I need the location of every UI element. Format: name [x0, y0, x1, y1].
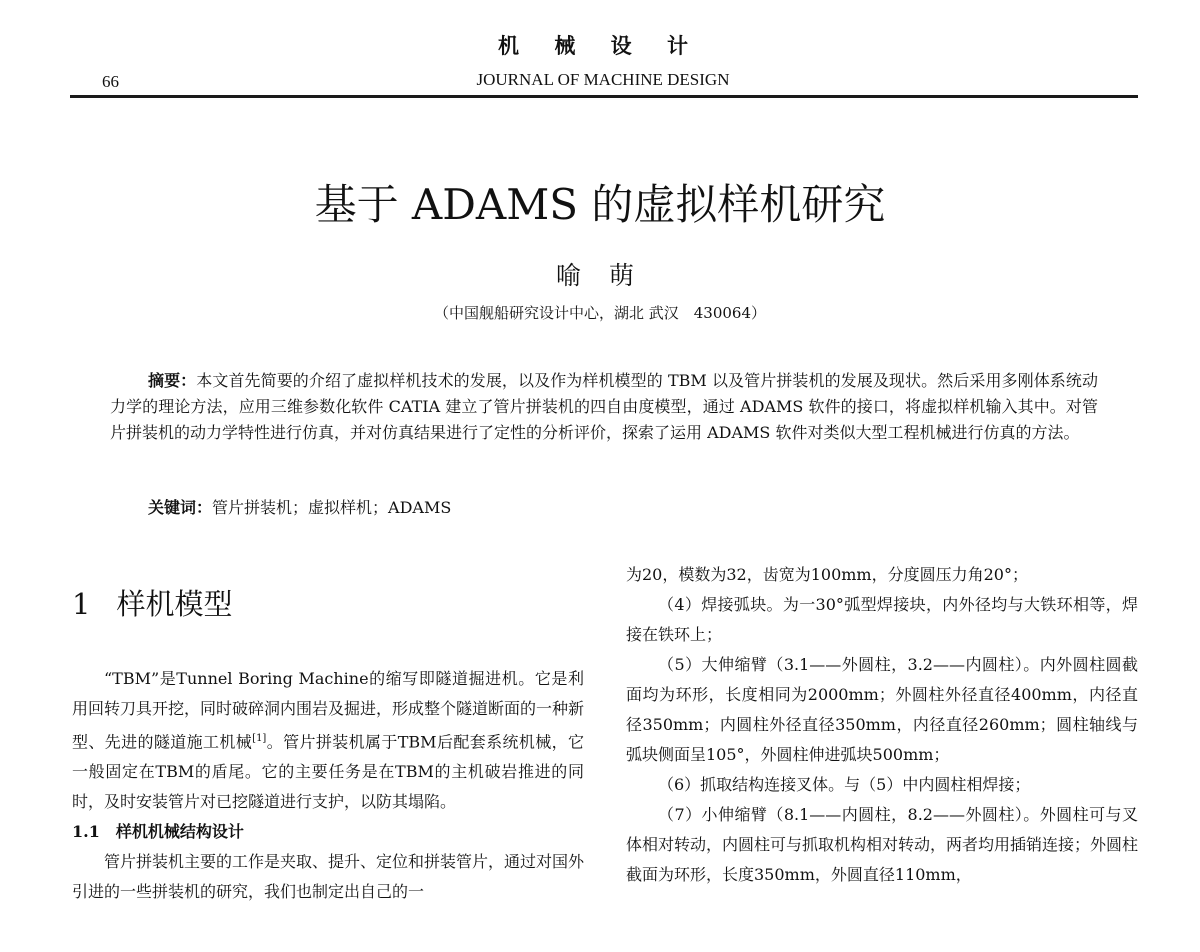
header-rule	[70, 95, 1138, 98]
list-item: （5）大伸缩臂（3.1——外圆柱，3.2——内圆柱）。内外圆柱圆截面均为环形，长度相同为2000mm；外圆柱外径直径400mm，内径直径350mm；内圆柱外径直径350mm，内径直径260mm；圆柱轴线与弧块侧面呈105°，外圆柱伸进弧块500mm；	[626, 655, 1138, 764]
paragraph-text: 。管片拼装机属于TBM后配套系统机械，它一般固定在TBM的盾尾。它的主要任务是在TBM的主机破岩推进的同时，及时安装管片对已挖隧道进行支护，以防其塌陷。	[72, 732, 584, 812]
abstract	[110, 368, 1098, 446]
left-column	[72, 584, 584, 907]
paragraph-text: “TBM”是Tunnel Boring Machine的缩写即隧道掘进机。它是利用回转刀具开挖，同时破碎洞内围岩及掘进，形成整个隧道断面的一种新型、先进的隧道施工机械	[72, 669, 585, 752]
section-number: 1	[72, 587, 91, 621]
abstract-text: 本文首先简要的介绍了虚拟样机技术的发展，以及作为样机模型的 TBM 以及管片拼装机的发展及现状。然后采用多刚体系统动力学的理论方法，应用三维参数化软件 CATIA 建立了管片拼装机的四自由度模型，通过 ADAMS 软件的接口，将虚拟样机输入其中。对管片拼装机的动力学特性进行仿真，并对仿真结果进行了定性的分析评价，探索了运用 ADAMS 软件对类似大型工程机械进行仿真的方法。	[110, 371, 1098, 442]
keywords-label: 关键词：	[148, 498, 213, 517]
list-item: （7）小伸缩臂（8.1——内圆柱，8.2——外圆柱）。外圆柱可与叉体相对转动，内圆柱可与抓取机构相对转动，两者均用插销连接；外圆柱截面为环形，长度350mm，外圆直径110mm，	[626, 805, 1139, 884]
list-item: （4）焊接弧块。为一30°弧型焊接块，内外径均与大铁环相等，焊接在铁环上；	[626, 595, 1138, 644]
keywords	[148, 496, 451, 520]
body-paragraph: 管片拼装机主要的工作是夹取、提升、定位和拼装管片，通过对国外引进的一些拼装机的研究，我们也制定出自己的一	[72, 852, 585, 902]
abstract-paragraph	[110, 368, 1098, 446]
page-number: 66	[102, 72, 119, 91]
section-heading	[72, 584, 584, 624]
keywords-text: 管片拼装机；虚拟样机；ADAMS	[212, 498, 452, 517]
author-affiliation: （中国舰船研究设计中心，湖北 武汉 430064）	[433, 304, 767, 322]
body-paragraph	[72, 664, 584, 817]
article-title: 基于 ADAMS 的虚拟样机研究	[314, 180, 886, 229]
list-item: （6）抓取结构连接叉体。与（5）中内圆柱相焊接；	[658, 775, 1031, 794]
body-paragraph: 为20，模数为32，齿宽为100mm，分度圆压力角20°；	[626, 565, 1028, 584]
citation: [1]	[252, 733, 267, 744]
article-author: 喻 萌	[556, 261, 644, 290]
subsection-heading: 1.1 样机机械结构设计	[72, 822, 244, 842]
abstract-label: 摘要：	[148, 371, 197, 390]
right-column	[626, 560, 1138, 890]
journal-name-en: JOURNAL OF MACHINE DESIGN	[476, 70, 730, 89]
section-title: 样机模型	[116, 587, 233, 621]
journal-name-cn: 机 械 设 计	[498, 33, 702, 58]
